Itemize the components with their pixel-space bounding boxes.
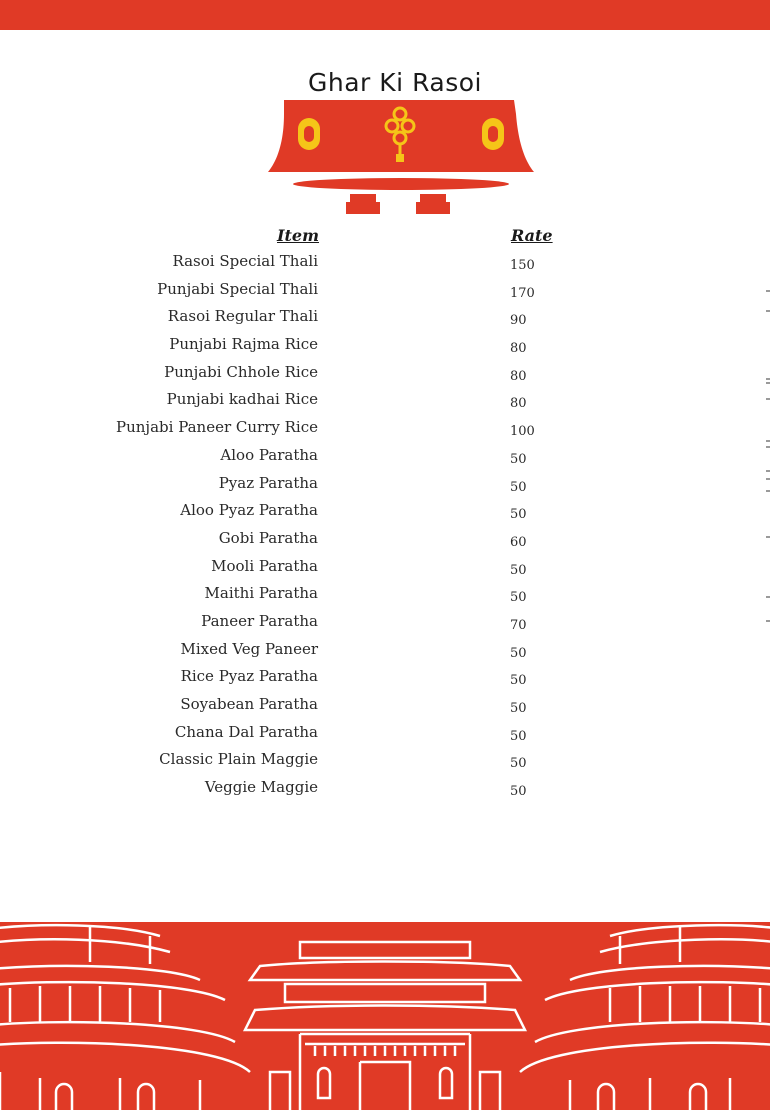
item-rate: 150 [510, 258, 535, 273]
item-column-header: Item [277, 226, 319, 245]
menu-row [0, 280, 770, 308]
item-name: Punjabi Rajma Rice [169, 335, 318, 354]
item-rate: 100 [510, 424, 535, 440]
menu-row [0, 474, 770, 502]
item-name: Chana Dal Paratha [174, 722, 318, 741]
item-name: Pyaz Paratha [218, 473, 318, 492]
menu-row [0, 778, 770, 806]
menu-row [0, 584, 770, 612]
item-rate: 170 [510, 285, 535, 301]
menu-row [0, 363, 770, 391]
menu-row [0, 667, 770, 695]
item-name: Rasoi Regular Thali [167, 307, 318, 326]
item-rate: 50 [510, 756, 527, 772]
rate-column-header: Rate [511, 226, 553, 245]
menu-list [0, 252, 770, 806]
item-rate: 50 [510, 784, 527, 800]
menu-row [0, 695, 770, 723]
item-rate: 80 [510, 396, 527, 412]
item-rate: 50 [510, 451, 527, 467]
item-name: Maithi Paratha [204, 584, 318, 603]
cropped-page-edge [764, 290, 770, 650]
menu-row [0, 335, 770, 363]
item-name: Soyabean Paratha [180, 695, 318, 713]
item-name: Rice Pyaz Paratha [180, 667, 318, 686]
item-name: Veggie Maggie [204, 778, 318, 797]
item-name: Punjabi kadhai Rice [166, 390, 318, 409]
item-rate: 50 [510, 673, 527, 689]
item-name: Mixed Veg Paneer [180, 639, 318, 658]
item-name: Gobi Paratha [218, 528, 318, 547]
pagoda-temple-banner [0, 922, 770, 1110]
menu-row [0, 501, 770, 529]
item-name: Mooli Paratha [211, 556, 318, 575]
item-rate: 50 [510, 479, 527, 495]
menu-row [0, 418, 770, 446]
menu-row [0, 723, 770, 751]
item-name: Aloo Pyaz Paratha [180, 501, 318, 520]
item-rate: 60 [510, 534, 527, 550]
item-rate: 80 [510, 368, 527, 384]
menu-row [0, 557, 770, 585]
item-name: Aloo Paratha [220, 445, 318, 464]
item-name: Punjabi Special Thali [157, 279, 318, 298]
item-rate: 50 [510, 728, 527, 744]
top-red-bar [0, 0, 770, 30]
item-rate: 50 [510, 701, 527, 716]
menu-row [0, 307, 770, 335]
menu-row [0, 750, 770, 778]
item-name: Classic Plain Maggie [159, 750, 318, 769]
lantern-roof-icon [262, 98, 540, 218]
item-name: Punjabi Paneer Curry Rice [116, 418, 318, 437]
item-rate: 90 [510, 313, 527, 329]
item-name: Punjabi Chhole Rice [164, 362, 318, 381]
menu-row [0, 529, 770, 557]
menu-row [0, 446, 770, 474]
item-name: Rasoi Special Thali [172, 252, 318, 270]
menu-row [0, 612, 770, 640]
restaurant-title: Ghar Ki Rasoi [308, 68, 482, 97]
item-rate: 50 [510, 645, 527, 661]
menu-row [0, 640, 770, 668]
item-rate: 50 [510, 507, 527, 523]
item-rate: 50 [510, 562, 527, 578]
menu-row [0, 390, 770, 418]
item-rate: 50 [510, 590, 527, 606]
item-rate: 70 [510, 617, 527, 633]
item-name: Paneer Paratha [201, 611, 318, 630]
menu-row [0, 252, 770, 280]
item-rate: 80 [510, 341, 527, 357]
